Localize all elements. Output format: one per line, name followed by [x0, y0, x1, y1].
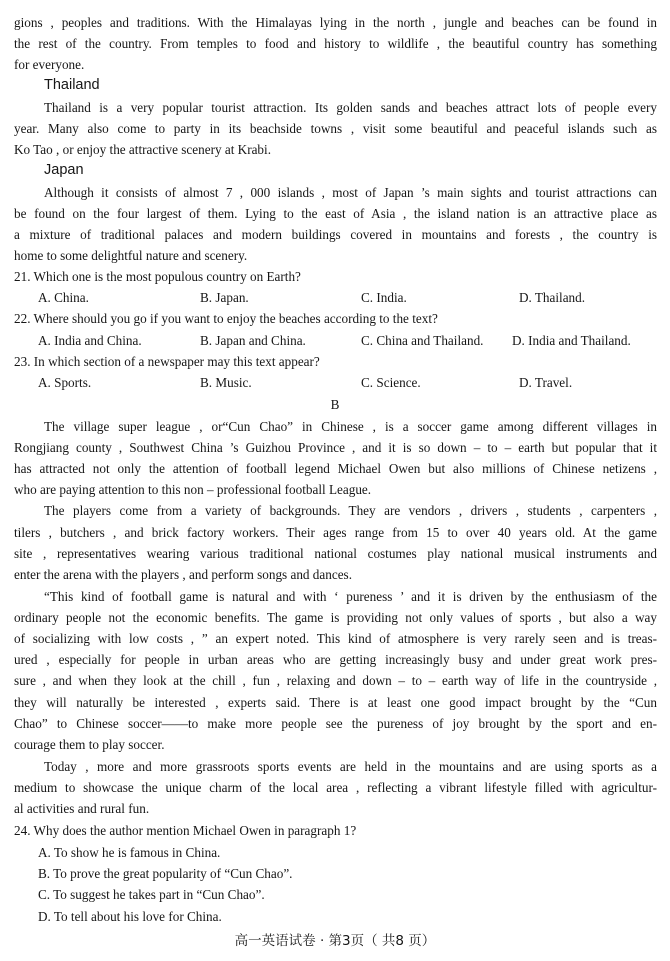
text-line: Today , more and more grassroots sports events are held in the mountains and are using sports as a	[44, 759, 657, 774]
question-stem: 22. Where should you go if you want to enjoy the beaches according to the text?	[14, 311, 438, 326]
text-line: “This kind of football game is natural and with ‘ pureness ’ and it is driven by the enthusiasm of the	[44, 589, 657, 604]
text-line: enter the arena with the players , and perform songs and dances.	[14, 567, 352, 582]
option-d[interactable]: D. India and Thailand.	[512, 333, 631, 348]
text-line: a mixture of traditional palaces and modern buildings covered in mountains and forests , the country is	[14, 227, 657, 242]
text-line: ordinary people not the economic benefits. The game is providing not only values of sports , but also a way	[14, 610, 657, 625]
option-a[interactable]: A. China.	[38, 290, 89, 305]
option-c[interactable]: C. China and Thailand.	[361, 333, 484, 348]
option-a[interactable]: A. To show he is famous in China.	[38, 845, 221, 860]
option-d[interactable]: D. Travel.	[519, 375, 573, 390]
text-line: the rest of the country. From temples to food and history to wildlife , the beautiful country has something	[14, 36, 657, 51]
option-b[interactable]: B. Japan.	[200, 290, 249, 305]
text-line: be found on the four largest of them. Lying to the east of Asia , the island nation is an attractive place as	[14, 206, 657, 221]
text-line: gions , peoples and traditions. With the Himalayas lying in the north , jungle and beaches can be found in	[14, 15, 657, 30]
section-heading-japan: Japan	[44, 162, 84, 178]
option-c[interactable]: C. Science.	[361, 375, 421, 390]
option-c[interactable]: C. To suggest he takes part in “Cun Chao”.	[38, 887, 265, 902]
text-line: they will naturally be interested , experts said. There is at least one good impact brought by the “Cun	[14, 695, 657, 710]
text-line: Although it consists of almost 7 , 000 islands , most of Japan ’s main sights and tourist attractions can	[44, 185, 657, 200]
option-c[interactable]: C. India.	[361, 290, 407, 305]
text-line: courage them to play soccer.	[14, 737, 165, 752]
question-stem: 21. Which one is the most populous country on Earth?	[14, 269, 301, 284]
text-line: home to some delightful nature and scenery.	[14, 248, 248, 263]
option-d[interactable]: D. To tell about his love for China.	[38, 909, 222, 924]
option-d[interactable]: D. Thailand.	[519, 290, 586, 305]
text-line: tilers , butchers , and brick factory workers. Their ages range from 15 to over 40 years old. At the game	[14, 525, 657, 540]
text-line: site , representatives wearing various traditional national costumes play national musical instruments and	[14, 546, 657, 561]
question-stem: 23. In which section of a newspaper may this text appear?	[14, 354, 320, 369]
section-heading-thailand: Thailand	[44, 77, 100, 93]
page-footer: 高一英语试卷 · 第3页（ 共8 页）	[234, 933, 436, 949]
text-line: year. Many also come to party in its beachside towns , visit some beautiful and peaceful islands such as	[14, 121, 657, 136]
text-line: al activities and rural fun.	[14, 801, 150, 816]
text-line: The players come from a variety of backgrounds. They are vendors , drivers , students , carpenters ,	[44, 503, 657, 518]
text-line: medium to showcase the unique charm of the local area , reflecting a vibrant lifestyle filled with agricultur-	[14, 780, 657, 795]
option-a[interactable]: A. India and China.	[38, 333, 142, 348]
text-line: for everyone.	[14, 57, 85, 72]
text-line: Chao” to Chinese soccer——to make more people see the pureness of joy brought by the sport and en-	[14, 716, 657, 731]
option-b[interactable]: B. Music.	[200, 375, 252, 390]
passage-label: B	[330, 397, 340, 412]
text-line: Thailand is a very popular tourist attraction. Its golden sands and beaches attract lots of people every	[44, 100, 657, 115]
option-a[interactable]: A. Sports.	[38, 375, 92, 390]
text-line: who are paying attention to this non – professional football League.	[14, 482, 372, 497]
question-stem: 24. Why does the author mention Michael Owen in paragraph 1?	[14, 823, 357, 838]
text-line: has attracted not only the attention of football legend Michael Owen but also millions of Chinese netizens ,	[14, 461, 657, 476]
text-line: ured , especially for people in urban areas who are getting increasingly busy and under great work pres-	[14, 652, 657, 667]
option-b[interactable]: B. To prove the great popularity of “Cun Chao”.	[38, 866, 293, 881]
text-line: Ko Tao , or enjoy the attractive scenery at Krabi.	[14, 142, 271, 157]
text-line: sure , and when they look at the chill , fun , relaxing and down – to – earth way of life in the countryside ,	[14, 673, 657, 688]
text-line: The village super league , or“Cun Chao” in Chinese , is a soccer game among different villages in	[44, 419, 657, 434]
text-line: of socializing with low costs , ” an expert noted. This kind of atmosphere is very rarely seen and is treas-	[14, 631, 657, 646]
text-line: Rongjiang county , Southwest China ’s Guizhou Province , and it is so down – to – earth but popular that it	[14, 440, 657, 455]
option-b[interactable]: B. Japan and China.	[200, 333, 306, 348]
